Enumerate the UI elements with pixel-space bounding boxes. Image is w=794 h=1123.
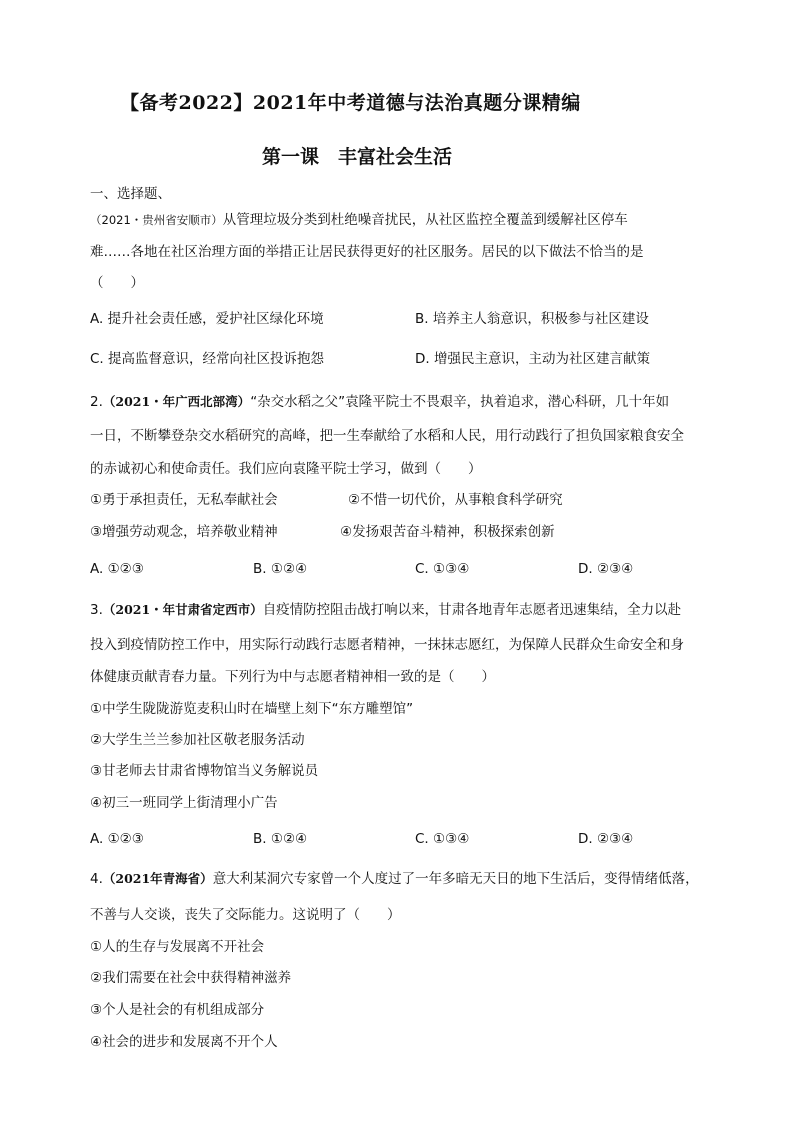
q2-text-1: “杂交水稻之父”袁隆平院士不畏艰辛，执着追求，潜心科研，几十年如 [250,394,670,410]
q4-source: （2021年青海省） [102,871,213,886]
q2-option-c: C. ①③④ [415,561,470,577]
q4-item-3: ③个人是社会的有机组成部分 [90,1002,265,1018]
q1-line-3: （ ） [90,275,144,291]
q4-item-2: ②我们需要在社会中获得精神滋养 [90,970,292,986]
q2-line-1 [90,393,669,411]
q3-option-d: D. ②③④ [578,831,634,847]
q2-line-2: 一日，不断攀登杂交水稻研究的高峰，把一生奉献给了水稻和人民，用行动践行了担负国家粮食安全 [90,428,684,444]
document-title: 【备考2022】2021年中考道德与法治真题分课精编 [120,92,581,114]
q4-text-1: 意大利某洞穴专家曾一个人度过了一年多暗无天日的地下生活后，变得情绪低落， [212,871,699,887]
q4-line-2: 不善与人交谈，丧失了交际能力。这说明了（ ） [90,907,401,923]
lesson-title: 第一课 丰富社会生活 [262,146,453,168]
q2-item-4: ④发扬艰苦奋斗精神，积极探索创新 [340,524,555,540]
section-heading: 一、选择题、 [90,186,171,202]
q1-option-c: C. 提高监督意识，经常向社区投诉抱怨 [90,351,325,367]
q2-number: 2. [90,394,103,410]
q4-number: 4. [90,871,103,887]
q1-option-d: D. 增强民主意识，主动为社区建言献策 [415,351,650,367]
q3-line-2: 投入到疫情防控工作中，用实际行动践行志愿者精神，一抹抹志愿红，为保障人民群众生命安全和身 [90,637,684,653]
q2-option-a: A. ①②③ [90,561,144,577]
q3-line-1 [90,601,681,619]
q1-line-1 [90,211,628,229]
q1-text-1: 从管理垃圾分类到杜绝噪音扰民，从社区监控全覆盖到缓解社区停车 [222,212,628,228]
q3-option-a: A. ①②③ [90,831,144,847]
q2-option-b: B. ①②④ [253,561,308,577]
q1-source: （2021・贵州省安顺市） [90,213,223,227]
q2-item-1: ①勇于承担责任，无私奉献社会 [90,492,278,508]
q4-item-4: ④社会的进步和发展离不开个人 [90,1034,278,1050]
q3-option-c: C. ①③④ [415,831,470,847]
q3-text-1: 自疫情防控阻击战打响以来，甘肃各地青年志愿者迅速集结，全力以赴 [262,602,682,618]
q2-item-2: ②不惜一切代价，从事粮食科学研究 [348,492,563,508]
q3-line-3: 体健康贡献青春力量。下列行为中与志愿者精神相一致的是（ ） [90,669,495,685]
q2-option-d: D. ②③④ [578,561,634,577]
q1-line-2: 难……各地在社区治理方面的举措正让居民获得更好的社区服务。居民的以下做法不恰当的是 [90,244,644,260]
q3-item-1: ①中学生陇陇游览麦积山时在墙壁上刻下“东方雕塑馆” [90,701,414,717]
q2-item-3: ③增强劳动观念，培养敬业精神 [90,524,278,540]
q1-option-a: A. 提升社会责任感，爱护社区绿化环境 [90,311,324,327]
q2-source: （2021・年广西北部湾） [102,394,251,409]
q3-number: 3. [90,602,103,618]
q4-line-1 [90,870,699,888]
q4-item-1: ①人的生存与发展离不开社会 [90,939,265,955]
q3-item-2: ②大学生兰兰参加社区敬老服务活动 [90,732,305,748]
q3-item-3: ③甘老师去甘肃省博物馆当义务解说员 [90,763,319,779]
q1-option-b: B. 培养主人翁意识，积极参与社区建设 [415,311,649,327]
q2-line-3: 的赤诚初心和使命责任。我们应向袁隆平院士学习，做到（ ） [90,461,482,477]
q3-item-4: ④初三一班同学上街清理小广告 [90,795,278,811]
q3-option-b: B. ①②④ [253,831,308,847]
q3-source: （2021・年甘肃省定西市） [102,602,263,617]
